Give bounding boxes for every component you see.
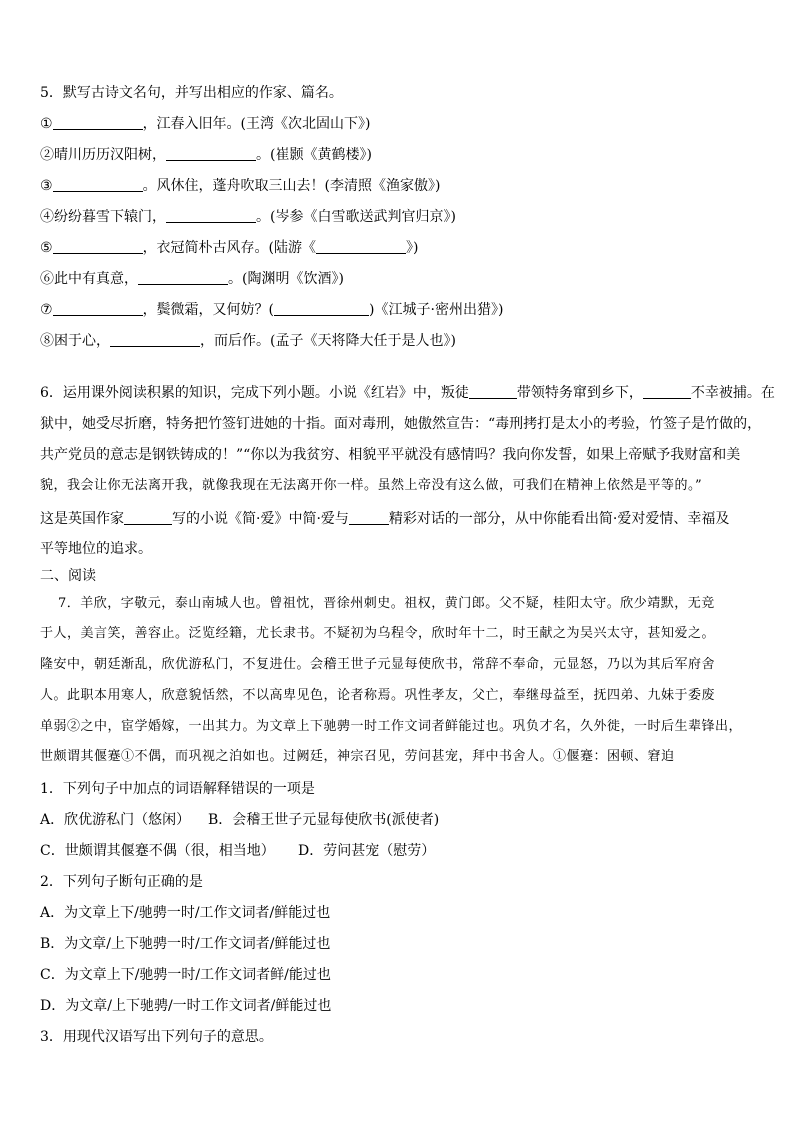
option-b[interactable]: B．为文章/上下驰骋一时/工作文词者/鲜能过也 — [40, 936, 331, 952]
sub3-question: 3．用现代汉语写出下列句子的意思。 — [40, 1029, 273, 1045]
answer-blank[interactable] — [110, 332, 200, 347]
q6-text: 带领特务窜到乡下， — [516, 385, 643, 401]
passage-line-2: 于人，美言笑，善容止。泛览经籍，尤长隶书。不疑初为乌程令，欣时年十二，时王献之为吴兴太守，甚知爱之。 — [40, 626, 716, 641]
item-number: ① — [40, 116, 53, 132]
answer-blank[interactable] — [643, 384, 691, 399]
q6-line-1 — [40, 383, 775, 403]
answer-blank[interactable] — [274, 301, 369, 316]
option-d[interactable]: D．为文章/上下驰骋/一时工作文词者/鲜能过也 — [40, 998, 332, 1014]
q5-item-3 — [40, 176, 441, 196]
item-text: 。风休住，蓬舟吹取三山去！(李清照《渔家傲》) — [142, 178, 441, 194]
option-c[interactable]: C．世颇谓其偃蹇不偶（很，相当地） — [40, 843, 275, 859]
item-text: ，而后作。(孟子《天将降大任于是人也》) — [200, 333, 456, 349]
q6-text: 不幸被捕。在 — [690, 385, 775, 401]
option-a[interactable]: A．欣优游私门（悠闲） — [40, 812, 191, 828]
q5-item-6 — [40, 269, 344, 289]
answer-blank[interactable] — [316, 239, 406, 254]
item-text: )《江城子·密州出猎》) — [369, 302, 504, 318]
q6-line-5 — [40, 509, 729, 529]
item-number: ⑤ — [40, 240, 53, 256]
item-text: 。(崔颢《黄鹤楼》) — [256, 147, 372, 163]
q6-line-4: 貌，我会让你无法离开我，就像我现在无法离开你一样。虽然上帝没有这么做，可我们在精神上依然是平等的。” — [40, 478, 703, 493]
q5-title: 5．默写古诗文名句，并写出相应的作家、篇名。 — [40, 85, 343, 101]
passage-line-4: 人。此职本用寒人，欣意貌恬然，不以高卑见色，论者称焉。巩性孝友，父亡，奉继母益至，抚四弟、九妹于委废 — [40, 688, 716, 703]
q6-line-6: 平等地位的追求。 — [40, 541, 152, 557]
item-text: 此中有真意， — [54, 271, 138, 287]
item-number: ③ — [40, 178, 53, 194]
passage-line-1: 7．羊欣，字敬元，泰山南城人也。曾祖忱，晋徐州刺史。祖权，黄门郎。父不疑，桂阳太守。欣少靖默，无竞 — [58, 596, 715, 611]
answer-blank[interactable] — [53, 177, 143, 192]
item-text: 。(陶渊明《饮酒》) — [228, 271, 344, 287]
item-text: 》) — [406, 240, 419, 256]
answer-blank[interactable] — [53, 239, 143, 254]
answer-blank[interactable] — [53, 301, 143, 316]
answer-blank[interactable] — [124, 510, 172, 525]
item-text: ，江春入旧年。(王湾《次北固山下》) — [142, 116, 371, 132]
sub1-question: 1．下列句子中加点的词语解释错误的一项是 — [40, 781, 315, 797]
option-b[interactable]: B．会稽王世子元显每使欣书(派使者) — [208, 812, 440, 828]
item-text: ，衣冠简朴古风存。(陆游《 — [142, 240, 317, 256]
option-d[interactable]: D．劳问甚宠（慰劳） — [298, 843, 436, 859]
q6-text: 6．运用课外阅读积累的知识，完成下列小题。小说《红岩》中，叛徒 — [40, 385, 469, 401]
item-text: 。(岑参《白雪歌送武判官归京》) — [256, 209, 456, 225]
answer-blank[interactable] — [53, 115, 143, 130]
q5-item-7 — [40, 300, 503, 320]
q6-text: 写的小说《简·爱》中简·爱与 — [172, 511, 349, 527]
item-number: ④ — [40, 209, 54, 225]
q6-line-3: 共产党员的意志是钢铁铸成的！”“你以为我贫穷、相貌平平就没有感情吗？我向你发誓，如果上帝赋予我财富和美 — [40, 447, 741, 463]
sub1-options-row-1 — [40, 810, 439, 830]
item-text: 困于心， — [54, 333, 110, 349]
passage-line-5: 单弱②之中，宦学婚嫁，一出其力。为文章上下驰骋一时工作文词者鲜能过也。巩负才名，久外徙，一时后生辈锋出， — [40, 719, 743, 734]
item-number: ⑦ — [40, 302, 53, 318]
passage-line-6: 世颇谓其偃蹇①不偶，而巩视之泊如也。过阙廷，神宗召见，劳问甚宠，拜中书舍人。①偃蹇：困顿、窘迫 — [40, 749, 675, 764]
section-heading: 二、阅读 — [40, 568, 96, 584]
answer-blank[interactable] — [166, 146, 256, 161]
item-text: 纷纷暮雪下辕门， — [54, 209, 166, 225]
item-text: ，鬓微霜，又何妨？( — [142, 302, 275, 318]
item-number: ② — [40, 147, 54, 163]
option-c[interactable]: C．为文章上下/驰骋一时/工作文词者鲜/能过也 — [40, 967, 331, 983]
q5-item-5 — [40, 238, 419, 258]
item-number: ⑧ — [40, 333, 54, 349]
q5-item-8 — [40, 331, 456, 351]
q6-line-2: 狱中，她受尽折磨，特务把竹签钉进她的十指。面对毒刑，她傲然宣告：“毒刑拷打是太小的考验，竹签子是竹做的， — [40, 416, 762, 432]
item-text: 晴川历历汉阳树， — [54, 147, 166, 163]
answer-blank[interactable] — [138, 270, 228, 285]
q5-item-1 — [40, 114, 371, 134]
option-a[interactable]: A．为文章上下/驰骋一时/工作文词者/鲜能过也 — [40, 905, 331, 921]
q5-item-2 — [40, 145, 372, 165]
item-number: ⑥ — [40, 271, 54, 287]
sub2-question: 2．下列句子断句正确的是 — [40, 874, 203, 890]
q6-text: 这是英国作家 — [40, 511, 124, 527]
answer-blank[interactable] — [349, 510, 389, 525]
answer-blank[interactable] — [166, 208, 256, 223]
passage-line-3: 隆安中，朝廷渐乱，欣优游私门，不复进仕。会稽王世子元显每使欣书，常辞不奉命，元显怒，乃以为其后军府舍 — [40, 657, 716, 672]
answer-blank[interactable] — [469, 384, 517, 399]
q5-item-4 — [40, 207, 456, 227]
q6-text: 精彩对话的一部分，从中你能看出简·爱对爱情、幸福及 — [388, 511, 730, 527]
sub1-options-row-2 — [40, 841, 435, 861]
